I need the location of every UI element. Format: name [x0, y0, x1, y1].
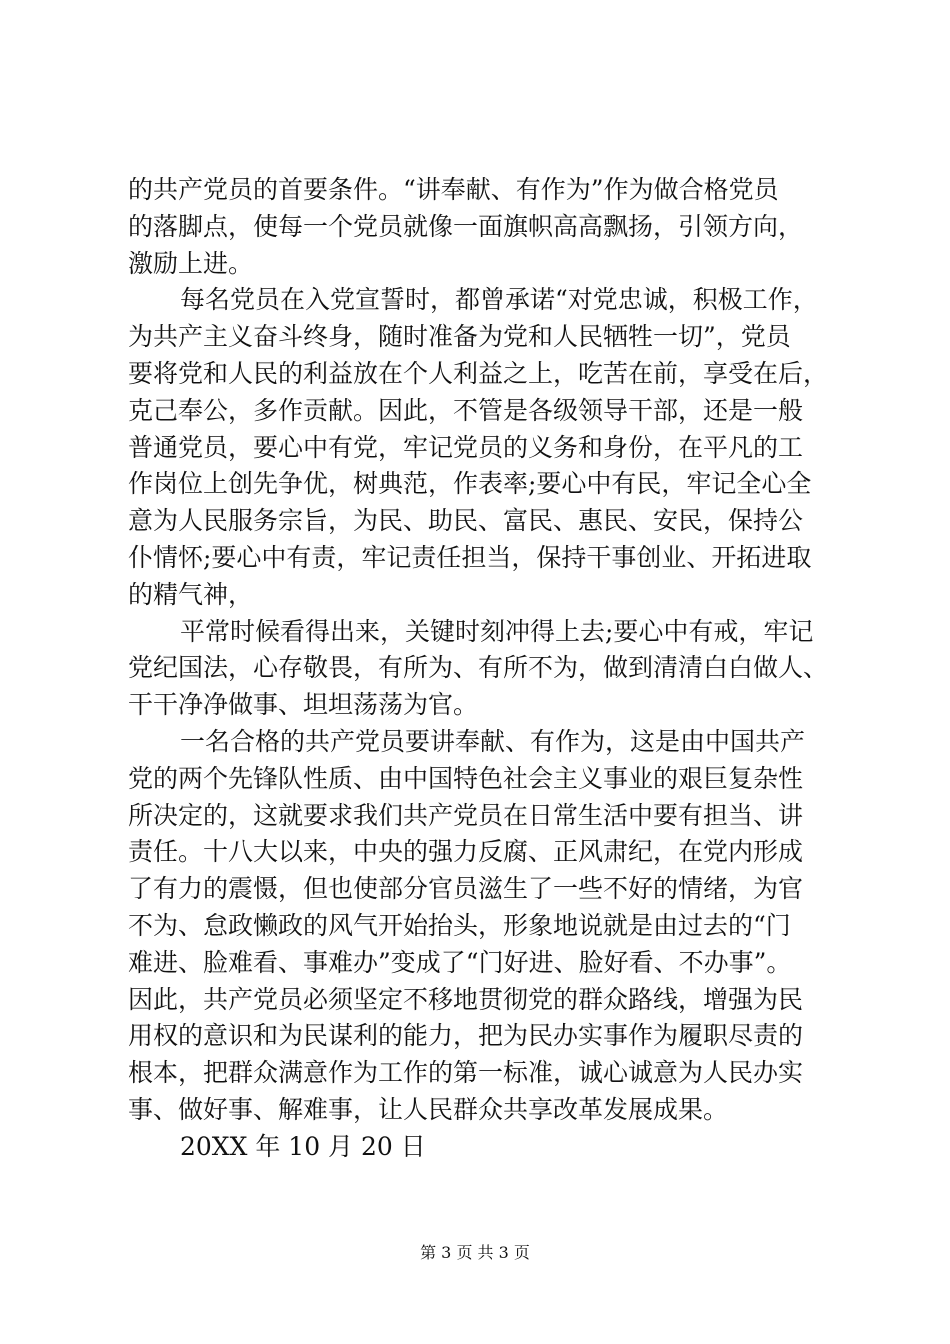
text-line: 克己奉公，多作贡献。因此，不管是各级领导干部，还是一般	[128, 395, 804, 425]
text-line: 仆情怀;要心中有责，牢记责任担当，保持干事创业、开拓进取	[128, 542, 812, 572]
text-line: 了有力的震慑，但也使部分官员滋生了一些不好的情绪，为官	[128, 874, 804, 904]
text-line: 党纪国法，心存敬畏，有所为、有所不为，做到清清白白做人、	[128, 653, 829, 683]
text-line: 因此，共产党员必须坚定不移地贯彻党的群众路线，增强为民	[128, 984, 804, 1014]
text-line: 普通党员，要心中有党，牢记党员的义务和身份，在平凡的工	[128, 432, 804, 462]
text-line: 党的两个先锋队性质、由中国特色社会主义事业的艰巨复杂性	[128, 763, 804, 793]
text-line: 平常时候看得出来，关键时刻冲得上去;要心中有戒，牢记	[180, 616, 814, 646]
text-line: 一名合格的共产党员要讲奉献、有作为，这是由中国共产	[180, 726, 806, 756]
text-line: 20XX 年 10 月 20 日	[180, 1131, 426, 1161]
text-line: 为共产主义奋斗终身，随时准备为党和人民牺牲一切”，党员	[128, 322, 791, 352]
text-line: 事、做好事、解难事，让人民群众共享改革发展成果。	[128, 1094, 729, 1124]
text-line: 根本，把群众满意作为工作的第一标准，诚心诚意为人民办实	[128, 1058, 804, 1088]
text-line: 作岗位上创先争优，树典范，作表率;要心中有民，牢记全心全	[128, 469, 812, 499]
text-line: 难进、脸难看、事难办”变成了“门好进、脸好看、不办事”。	[128, 947, 792, 977]
text-line: 干干净净做事、坦坦荡荡为官。	[128, 690, 479, 720]
text-line: 每名党员在入党宣誓时，都曾承诺“对党忠诚，积极工作，	[180, 285, 818, 315]
text-line: 用权的意识和为民谋利的能力，把为民办实事作为履职尽责的	[128, 1021, 804, 1051]
text-line: 的共产党员的首要条件。“讲奉献、有作为”作为做合格党员	[128, 175, 779, 204]
text-line: 责任。十八大以来，中央的强力反腐、正风肃纪，在党内形成	[128, 837, 804, 867]
page-footer: 第 3 页 共 3 页	[420, 1243, 530, 1262]
text-line: 所决定的，这就要求我们共产党员在日常生活中要有担当、讲	[128, 800, 804, 830]
text-line: 的落脚点，使每一个党员就像一面旗帜高高飘扬，引领方向，	[128, 211, 804, 241]
text-line: 意为人民服务宗旨，为民、助民、富民、惠民、安民，保持公	[128, 506, 804, 536]
text-line: 的精气神，	[128, 579, 254, 609]
document-body	[128, 172, 840, 1166]
text-line: 不为、怠政懒政的风气开始抬头，形象地说就是由过去的“门	[128, 910, 791, 940]
text-line: 激励上进。	[128, 248, 254, 278]
text-line: 要将党和人民的利益放在个人利益之上，吃苦在前，享受在后，	[128, 358, 829, 388]
